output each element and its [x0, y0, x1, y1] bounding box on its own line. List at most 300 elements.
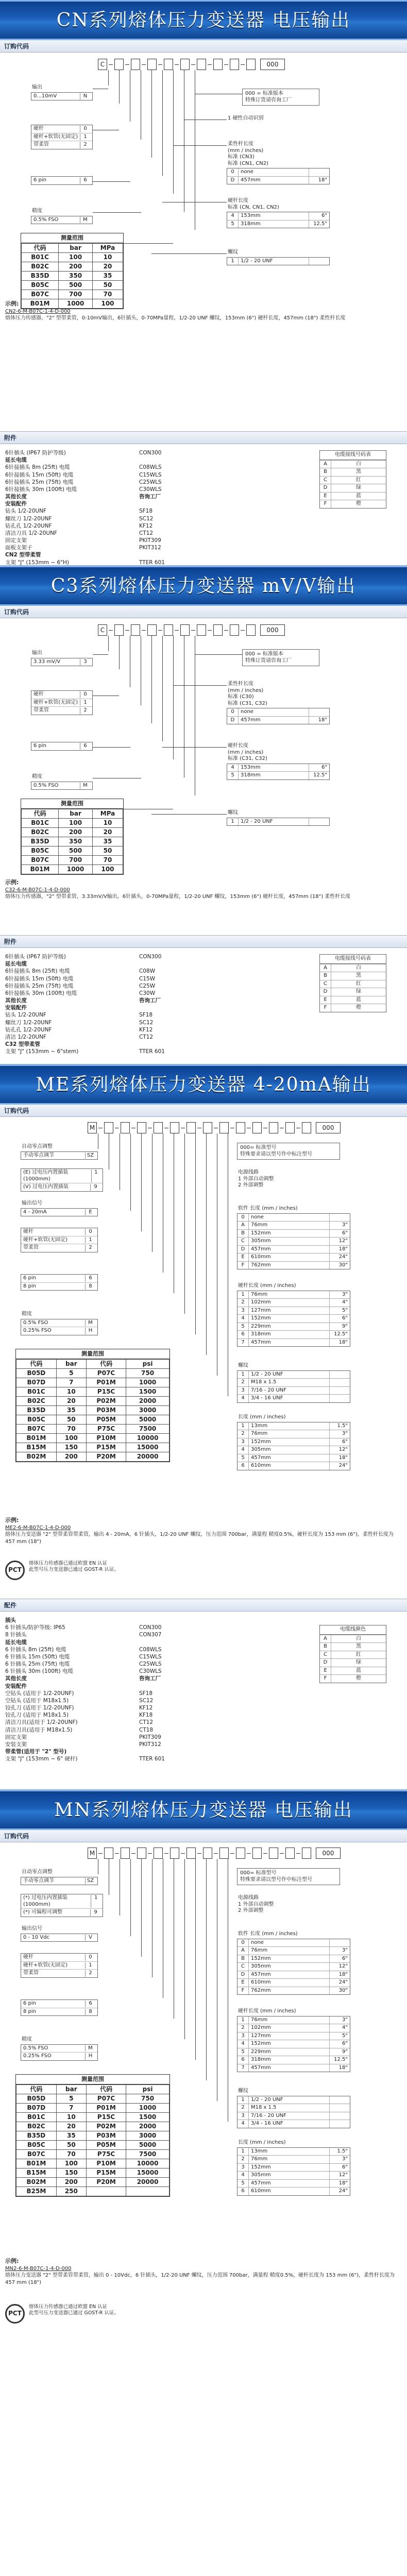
option-row [21, 1183, 103, 1191]
range-cell: 20 [93, 262, 123, 271]
wire-code: F [320, 1004, 331, 1012]
right-box-code: 3 [238, 2032, 249, 2040]
option-row [31, 177, 92, 184]
right-box-extra: 12.5" [329, 1331, 350, 1338]
option-text: 8 pin [23, 1283, 37, 1289]
acc-row [5, 1675, 165, 1682]
right-box-code: 3 [238, 1307, 249, 1315]
code-slot [154, 1122, 163, 1133]
range-cell: 200 [59, 827, 93, 837]
me-example-label: 示例: [5, 1517, 19, 1523]
right-box-row [238, 1298, 350, 1307]
option-text: (*) 过电压内置插装 (1000mm) [23, 1895, 67, 1907]
range-cell: 2000 [126, 2122, 169, 2131]
connector-line [151, 70, 152, 158]
code-slot [302, 1122, 311, 1133]
acc-name: 延长电缆 [5, 457, 27, 464]
right-box-text: 000 = 标准版本 特殊订货请咨询工厂 [242, 649, 319, 666]
range-cell: 15000 [126, 2168, 169, 2177]
me-stem-option-grid [21, 1228, 98, 1252]
right-box-extra: 6" [329, 1438, 350, 1446]
code-slot [121, 1122, 130, 1133]
right-box-code: D [238, 1246, 249, 1253]
option-row [21, 1894, 103, 1908]
wire-row [320, 980, 386, 988]
acc-name: 安装配件 [5, 1683, 27, 1689]
right-box-code: 2 [238, 1299, 249, 1307]
mn-cert-text: 熔体压力传感器已通过欧盟 EN 认证 此型号压力变送器已通过 GOST-R 认证。 [29, 2304, 119, 2316]
range-cell: 350 [59, 837, 93, 846]
connector-line [141, 1859, 142, 1957]
cn-flex-length-box [227, 140, 330, 184]
right-box-value: 305mm [251, 1238, 271, 1244]
acc-name: C32 型带柔管 [5, 1041, 40, 1048]
range-cell: 750 [126, 1368, 169, 1378]
range-cell: P01M [86, 1378, 126, 1387]
acc-code: C30W [139, 990, 156, 996]
cn-rigid-length-box [227, 197, 330, 228]
range-header: MPa [93, 243, 123, 252]
connector-line [151, 814, 227, 815]
right-box-value: 457mm [241, 177, 261, 183]
code-dash [181, 1853, 185, 1854]
option-title: 自动零点调整 [22, 1869, 53, 1875]
acc-row [5, 1048, 165, 1055]
acc-code: SC12 [139, 1019, 154, 1026]
right-box-row [238, 1939, 350, 1947]
right-box-extra: 12.5" [309, 221, 329, 228]
wire-row [320, 1674, 386, 1683]
wire-color: 红 [356, 1651, 361, 1657]
right-box-row [238, 2112, 350, 2120]
right-box-code: F [238, 1262, 249, 1269]
acc-name: 6 针插头/防护等级: IP65 [5, 1624, 65, 1631]
right-box-code: E [238, 1253, 249, 1261]
right-box-row [238, 1462, 350, 1470]
option-row [21, 1969, 97, 1977]
code-dash [148, 1853, 152, 1854]
range-cell: 700 [59, 290, 93, 299]
c3-output-option [31, 649, 93, 666]
range-row [16, 1396, 169, 1405]
acc-name: 清洁 1/2-20UNF [5, 1033, 46, 1040]
option-code: H [85, 2053, 95, 2060]
wire-row [320, 476, 386, 484]
right-box-grid [227, 168, 330, 184]
option-title: 精度 [32, 208, 42, 214]
right-box-code: E [238, 1979, 249, 1987]
acc-row [5, 559, 165, 566]
connector-line [151, 636, 152, 723]
right-box-value: 457mm [251, 1339, 271, 1345]
right-box-code: 4 [238, 1446, 249, 1454]
code-slot [137, 1848, 146, 1859]
code-dash [142, 630, 146, 631]
right-box-code: 3 [238, 1438, 249, 1446]
right-box-value: 610mm [251, 1463, 271, 1468]
option-row [31, 141, 92, 149]
range-title: 测量范围 [16, 2075, 169, 2084]
range-cell: B02C [22, 827, 59, 837]
range-cell: B15M [16, 1443, 57, 1452]
me-acc-label: 配件 [0, 1599, 407, 1612]
acc-name: 6针接插头 25m (75ft) 电缆 [5, 982, 74, 989]
right-box-code: D [227, 177, 239, 184]
range-cell: 150 [56, 2168, 86, 2177]
c3-order-section [0, 606, 407, 936]
connector-line [130, 1859, 131, 1936]
wire-row [320, 1635, 386, 1643]
option-title: 输出信号 [22, 1200, 42, 1206]
acc-row [5, 456, 165, 464]
code-dash [115, 1853, 119, 1854]
range-cell: P01M [86, 2103, 126, 2112]
acc-row [5, 1033, 165, 1041]
option-title: 精度 [32, 774, 42, 779]
mn-title: MN系列熔体压力变送器 电压输出 [54, 1799, 353, 1821]
right-box-code: 1 [227, 818, 239, 826]
range-cell: 1500 [126, 2112, 169, 2122]
acc-code: C08W [139, 968, 156, 975]
right-box-extra: 24" [329, 1462, 350, 1470]
code-tail: 000 [260, 59, 285, 70]
code-slot [213, 624, 223, 636]
acc-name: 支架 "J" (153mm ~ 6"H) [5, 559, 70, 566]
range-row [16, 2103, 169, 2112]
right-box-title: 硬杆长度 (mm / inches) 标准 (C31, C32) [228, 743, 267, 761]
wire-table-title: 电缆接线号码表 [320, 451, 386, 460]
option-text: 硬杆+软管(无固定) [23, 1962, 68, 1968]
right-box-row [238, 2104, 350, 2112]
wire-row [320, 1667, 386, 1675]
connector-line [162, 747, 227, 748]
acc-code: C08WLS [139, 464, 162, 471]
right-box-row [238, 2096, 350, 2104]
me-order-diagram [0, 1117, 407, 1519]
option-title: 输出信号 [22, 1926, 42, 1931]
wire-color: 白 [356, 461, 361, 467]
wire-row [320, 996, 386, 1004]
code-slot [147, 59, 157, 70]
option-row [21, 1961, 97, 1970]
right-box-value: 76mm [251, 1222, 268, 1228]
right-box-value: 457mm [251, 1454, 271, 1461]
option-row [21, 1319, 97, 1327]
mn-cert [5, 2304, 263, 2324]
right-box-row [238, 1229, 350, 1238]
range-cell: B02C [22, 262, 59, 271]
code-slot [137, 1122, 146, 1133]
right-box-extra: 4" [329, 2024, 350, 2032]
code-tail: 000 [316, 1122, 341, 1133]
wire-code: C [320, 980, 331, 988]
right-box-extra: 1.5" [329, 1422, 350, 1430]
cn-acc-label: 附件 [0, 432, 407, 444]
range-cell: 500 [59, 280, 93, 290]
acc-row [5, 1631, 165, 1638]
code-slot [186, 1848, 196, 1859]
cn-pin-option-grid [31, 176, 93, 185]
connector-line [184, 1133, 185, 1314]
cn-title: CN系列熔体压力变送器 电压输出 [56, 9, 351, 31]
range-header-row [22, 243, 123, 252]
acc-row [5, 449, 165, 456]
range-cell: 7500 [126, 1424, 169, 1433]
right-box-row [238, 1430, 350, 1438]
right-box-value: 610mm [251, 2188, 271, 2194]
acc-name: 6针接插头 25m (75ft) 电缆 [5, 479, 74, 485]
range-cell: P75C [86, 1424, 126, 1433]
range-header: 代码 [22, 243, 59, 252]
option-code: 1 [85, 1962, 95, 1969]
range-cell: B07D [16, 2103, 57, 2112]
right-box-extra: 3" [329, 1947, 350, 1955]
right-box-extra: 30" [329, 1262, 350, 1269]
acc-code: PKIT312 [139, 545, 161, 551]
acc-code: KF12 [139, 1705, 153, 1711]
right-box-value: none [241, 169, 253, 175]
acc-name: 安装支架 [5, 1741, 27, 1748]
wire-color: 绿 [356, 485, 361, 490]
code-dash [131, 1853, 135, 1854]
acc-row [5, 1653, 165, 1660]
right-box-code: F [238, 1987, 249, 1995]
mn-example-label: 示例: [5, 2258, 19, 2264]
code-slot [197, 624, 206, 636]
code-dash [175, 630, 179, 631]
code-slot [219, 1848, 229, 1859]
right-box-row [238, 2171, 350, 2179]
acc-code: SF18 [139, 508, 153, 515]
connector-line [93, 181, 130, 182]
connector-line [130, 1133, 131, 1211]
right-box-title: 软件 长度 (mm / inches) [238, 1931, 298, 1937]
right-box-code: 1 [238, 1371, 249, 1379]
acc-row [5, 471, 165, 479]
cn-example [5, 300, 397, 322]
right-box-code: A [238, 1222, 249, 1229]
wire-row [320, 964, 386, 972]
right-box-code: 7 [238, 1339, 249, 1347]
range-row [16, 1452, 169, 1461]
range-cell: 200 [59, 262, 93, 271]
range-header: 代码 [86, 1359, 126, 1368]
option-code: 1 [91, 1170, 100, 1182]
wire-row [320, 468, 386, 476]
range-row [16, 2187, 169, 2196]
right-box-extra [309, 168, 329, 176]
right-box-title: 硬杆长度 标准 (CN, CN1, CN2) [228, 198, 279, 210]
c3-version-box [242, 649, 319, 666]
acc-code: CON307 [139, 1632, 162, 1638]
option-text: 硬杆 [23, 1229, 33, 1234]
right-box-title: 硬杆长度 (mm / inches) [238, 1283, 296, 1289]
option-row [31, 699, 92, 707]
acc-row [5, 982, 165, 990]
right-box-value: 102mm [251, 1299, 271, 1305]
option-code: M [80, 217, 90, 224]
acc-row [5, 1011, 165, 1019]
acc-code: SF18 [139, 1690, 153, 1697]
range-header: bar [56, 2084, 86, 2094]
option-code: E [85, 1209, 95, 1216]
range-header-row [16, 1359, 169, 1368]
right-box-extra [329, 1939, 350, 1947]
acc-name: 6针插头 (IP67 防护等级) [5, 450, 66, 456]
wire-row [320, 1004, 386, 1012]
me-cert-text: 熔体压力传感器已通过欧盟 EN 认证 此型号压力变送器已通过 GOST-R 认证。 [29, 1561, 119, 1573]
acc-code: C15WLS [139, 1653, 162, 1660]
right-box-extra: 3" [329, 1222, 350, 1229]
right-box-value: none [251, 1214, 264, 1220]
option-row [31, 216, 92, 224]
range-cell: P20M [86, 2177, 126, 2187]
right-box-extra: 6" [329, 1315, 350, 1323]
acc-row [5, 1704, 165, 1711]
c3-acc-label: 附件 [0, 936, 407, 948]
option-title: 自动零点调整 [22, 1144, 53, 1149]
me-range-table [15, 1349, 170, 1462]
option-text: 8 pin [23, 2008, 37, 2014]
acc-name: 空钻头 (适用于 1/2-20UNF) [5, 1690, 74, 1697]
right-box-title: 长度 (mm / inches) [238, 2140, 286, 2145]
connector-line [195, 1133, 196, 1334]
right-box-code: 4 [227, 764, 239, 772]
code-lead: M [88, 1848, 97, 1859]
acc-code: CT12 [139, 1033, 154, 1040]
right-box-row [238, 2064, 350, 2072]
right-box-value: 1/2 - 20 UNF [251, 1371, 283, 1377]
range-row [16, 1378, 169, 1387]
range-header: bar [59, 809, 93, 818]
range-table [21, 809, 123, 874]
mn-power-option-grid [21, 1894, 103, 1917]
right-box-value: 13mm [251, 1422, 268, 1429]
right-box-title: 软件 长度 (mm / inches) [238, 1206, 298, 1211]
option-code: 9 [90, 1909, 100, 1916]
right-box-grid [237, 1370, 350, 1403]
code-slot [114, 59, 124, 70]
cn-accuracy-option-grid [31, 216, 93, 225]
acc-code: C30WLS [139, 1668, 162, 1675]
acc-row [5, 1624, 165, 1631]
code-dash [158, 630, 162, 631]
right-box-row [238, 2148, 350, 2156]
acc-code: C08WLS [139, 1646, 162, 1653]
acc-row [5, 551, 165, 558]
wire-row [320, 492, 386, 500]
range-cell: P15M [86, 2168, 126, 2177]
acc-name: 安装配件 [5, 1005, 27, 1011]
right-box-extra: 3" [329, 2016, 350, 2024]
range-header: psi [126, 1359, 169, 1368]
range-row [22, 262, 123, 271]
range-cell: B05C [22, 846, 59, 855]
cn-stem-option [31, 125, 93, 149]
right-box-code: 7 [238, 2064, 249, 2072]
acc-name: 螺丝刀 1/2-20UNF [5, 1019, 52, 1026]
code-slot [269, 1848, 278, 1859]
me-signal-option-grid [21, 1208, 98, 1217]
range-table [16, 2084, 169, 2196]
me-example-note: 熔体压力变送器 "2" 型带柔管带柔管，输出 4 - 20mA，6 针插头，1/2-20 UNF 螺纹，压力范围 700bar，满量程 精度0.5%，硬杆长度为 153 mm (6")，柔性杆长度为 457 mm (18") [5, 1532, 394, 1545]
range-cell: 2000 [126, 1396, 169, 1405]
me-example-code: ME2-6-M-B07C-1-4-D-000 [5, 1524, 71, 1531]
right-box-row [238, 1438, 350, 1446]
range-cell: B35D [16, 1405, 57, 1415]
range-cell: 50 [93, 846, 123, 855]
option-code: V [85, 1935, 95, 1941]
option-text: 带柔管 [23, 1245, 39, 1250]
right-box-code: 5 [238, 1323, 249, 1331]
option-code: 3 [80, 659, 90, 666]
right-box-value: 76mm [251, 1431, 268, 1436]
code-tail: 000 [260, 624, 285, 636]
wire-color: 红 [356, 477, 361, 483]
c3-order-diagram [0, 618, 407, 873]
acc-row [5, 1741, 165, 1748]
option-title: 输出 [32, 650, 42, 656]
range-cell [86, 2187, 126, 2196]
mn-version-box [237, 1868, 340, 1885]
range-cell: P10M [86, 2159, 126, 2168]
acc-row [5, 1719, 165, 1726]
acc-name: 6针接插头 15m (50ft) 电缆 [5, 471, 74, 478]
right-box-value: 610mm [251, 1979, 271, 1985]
code-dash [142, 64, 146, 65]
range-cell: 10 [93, 818, 123, 827]
code-dash [241, 630, 245, 631]
right-box-text: 000 = 标准版本 特殊订货请咨询工厂 [242, 89, 319, 106]
mn-rigid-length-box [237, 2007, 350, 2072]
right-box-extra: 18" [329, 2180, 350, 2188]
acc-code: TTER 601 [139, 1756, 165, 1762]
right-box-value: 3/4 - 16 UNF [251, 1395, 283, 1401]
mn-zero-option-grid [21, 1877, 98, 1886]
range-cell: 20 [56, 1396, 86, 1405]
code-slot [170, 1122, 179, 1133]
right-box-code: 1 [227, 258, 239, 265]
code-dash [263, 1853, 267, 1854]
range-row [22, 290, 123, 299]
range-row [16, 2112, 169, 2122]
option-row [21, 1209, 97, 1216]
option-code: 6 [85, 2001, 95, 2007]
range-cell: 1000 [126, 2103, 169, 2112]
cn-accuracy-option [31, 207, 93, 224]
option-code: SZ [85, 1878, 95, 1885]
range-cell: 700 [59, 855, 93, 865]
right-box-grid [237, 1422, 350, 1470]
me-pin-option-grid [21, 1274, 98, 1291]
right-box-value: 305mm [251, 2172, 271, 2178]
right-box-code: 3 [238, 1387, 249, 1395]
range-cell: 500 [59, 846, 93, 855]
right-box-row [238, 1962, 350, 1971]
acc-code: C25W [139, 982, 156, 989]
code-slot [252, 1848, 262, 1859]
range-row [16, 2140, 169, 2149]
right-box-row [238, 2179, 350, 2188]
me-power-option-grid [21, 1168, 103, 1192]
code-dash [175, 64, 179, 65]
right-box-row [227, 168, 329, 176]
right-box-extra: 30" [329, 1987, 350, 1995]
cn-range-table [21, 233, 124, 309]
right-box-code: 0 [238, 1214, 249, 1222]
right-box-row [238, 1214, 350, 1222]
right-box-extra: 12.5" [329, 2056, 350, 2064]
